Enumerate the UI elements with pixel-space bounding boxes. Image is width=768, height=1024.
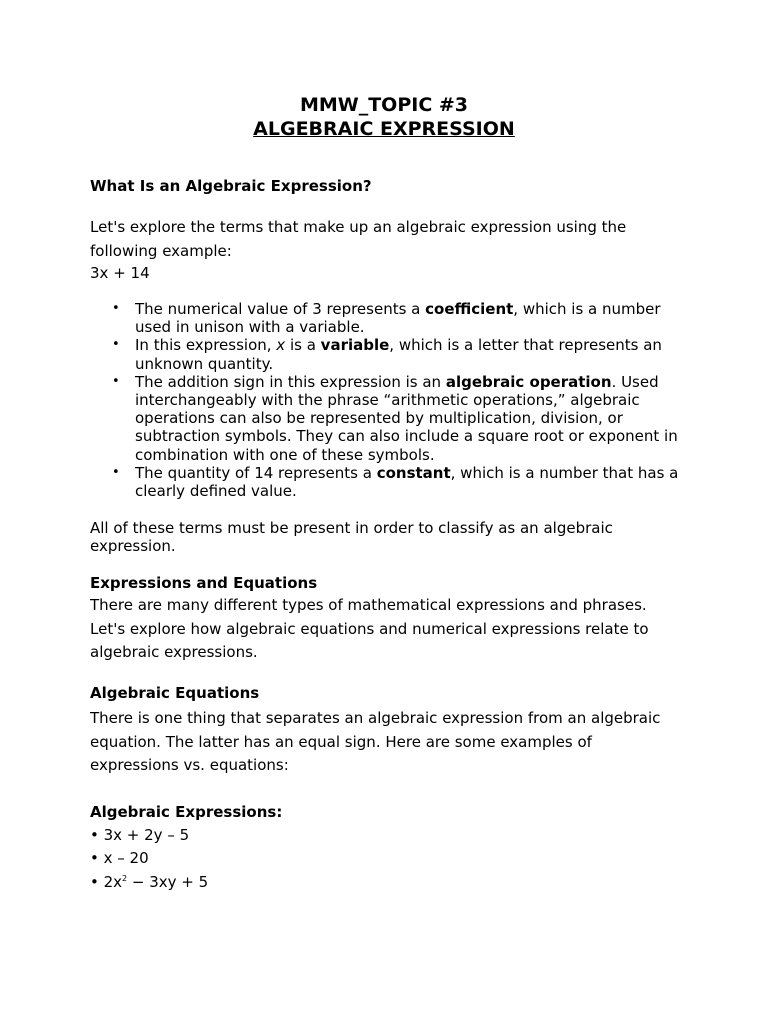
term-algebraic-operation: algebraic operation <box>445 372 612 391</box>
list-item <box>90 872 208 892</box>
section-heading-what-is: What Is an Algebraic Expression? <box>90 177 372 195</box>
list-item <box>90 373 680 464</box>
term-constant: constant <box>376 463 451 482</box>
terms-bullet-list <box>90 300 680 500</box>
bullet-icon: • <box>112 464 120 480</box>
list-item <box>90 464 680 500</box>
bullet-text: In this expression, <box>135 336 277 355</box>
section-heading-algebraic-equations: Algebraic Equations <box>90 684 260 702</box>
bullet-text: , which is a number used in unison with a variable. <box>135 300 661 337</box>
bullet-icon: • <box>112 301 120 316</box>
expression-text: − 3xy + 5 <box>127 873 209 891</box>
intro-paragraph: Let's explore the terms that make up an algebraic expression using the following example: <box>90 218 627 260</box>
section-heading-algebraic-expressions: Algebraic Expressions: <box>90 803 283 821</box>
expression-text: • 2x <box>90 873 123 891</box>
term-coefficient: coefficient <box>425 300 514 318</box>
document-title-line1: MMW_TOPIC #3 <box>299 94 469 116</box>
bullet-text: , which is a number that has a clearly defined value. <box>135 463 679 501</box>
bullet-icon: • <box>112 373 120 389</box>
list-item: • x – 20 <box>90 849 149 867</box>
algebraic-equations-paragraph: There is one thing that separates an algebraic expression from an algebraic equation. The latter has an equal sign. Here are some examples of expressions vs. equations: <box>90 709 661 774</box>
bullet-text: . Used interchangeably with the phrase “arithmetic operations,” algebraic operations can also be represented by multiplication, division, or subtraction symbols. They can also include a square root or exponent in combination with one of these symbols. <box>135 372 678 464</box>
list-item: • 3x + 2y – 5 <box>90 826 190 844</box>
bullet-text: is a <box>285 336 321 355</box>
variable-symbol: x <box>276 336 286 355</box>
bullet-text: The numerical value of 3 represents a <box>135 300 426 318</box>
list-item <box>90 300 680 336</box>
bullet-text: The quantity of 14 represents a <box>135 463 377 482</box>
term-variable: variable <box>320 336 390 355</box>
bullet-text: , which is a letter that represents an unknown quantity. <box>135 336 662 373</box>
list-item <box>90 336 680 372</box>
section-heading-expressions-equations: Expressions and Equations <box>90 574 318 592</box>
bullet-icon: • <box>112 337 120 353</box>
closing-paragraph: All of these terms must be present in order to classify as an algebraic expression. <box>90 519 613 555</box>
example-expression: 3x + 14 <box>90 264 150 282</box>
bullet-text: The addition sign in this expression is an <box>135 372 446 391</box>
exponent: 2 <box>122 874 128 883</box>
document-title-line2: ALGEBRAIC EXPRESSION <box>253 118 515 140</box>
expressions-equations-paragraph: There are many different types of mathematical expressions and phrases. Let's explore how algebraic equations and numerical expressions relate to algebraic expressions. <box>90 596 649 661</box>
